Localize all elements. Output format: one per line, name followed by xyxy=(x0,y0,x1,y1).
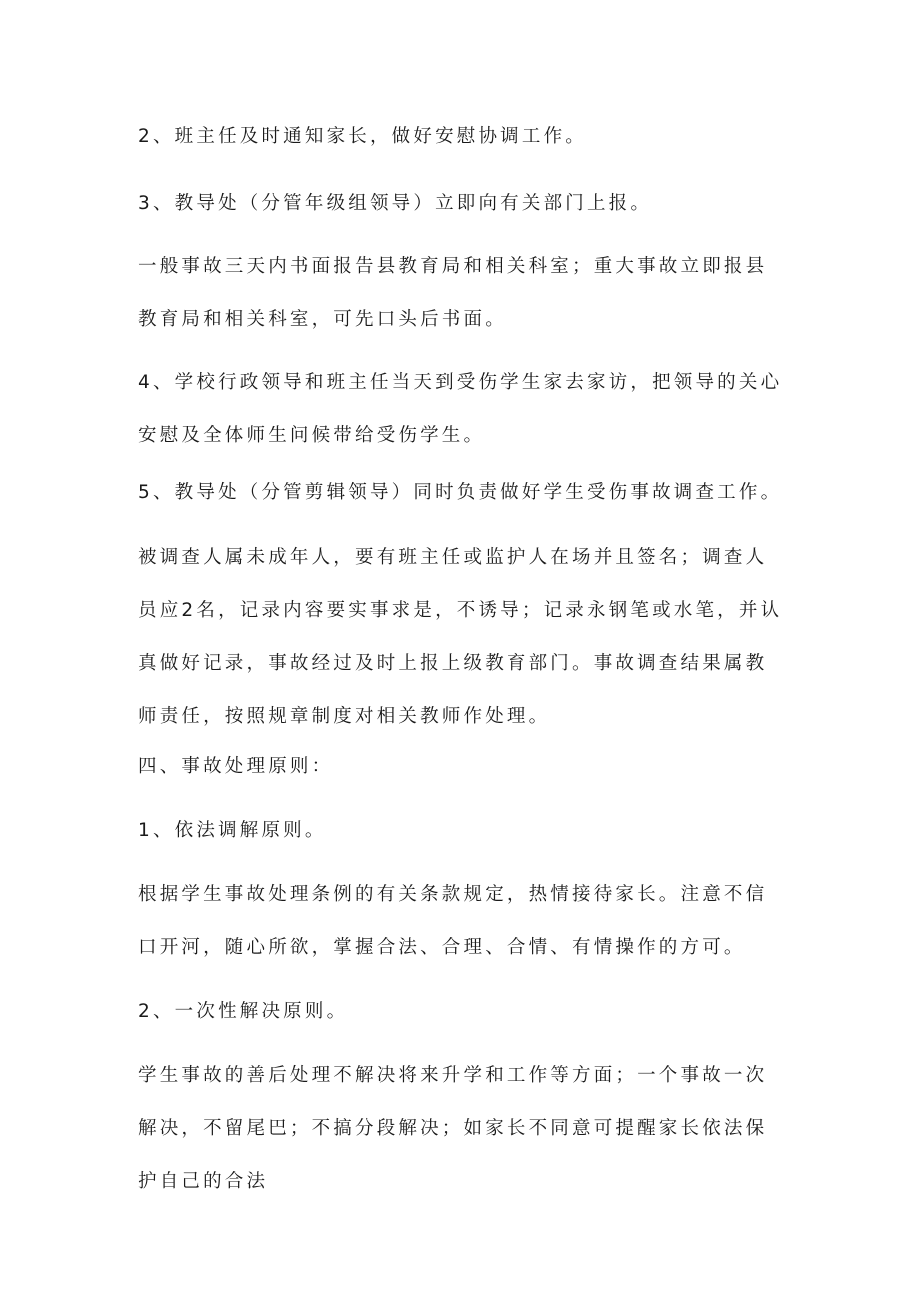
paragraph-report-timing: 一般事故三天内书面报告县教育局和相关科室；重大事故立即报县教育局和相关科室，可先口头后书面。 xyxy=(138,256,768,330)
paragraph-investigation-details: 被调查人属未成年人，要有班主任或监护人在场并且签名；调查人员应2名，记录内容要实事求是，不诱导；记录永钢笔或水笔，并认真做好记录，事故经过及时上报上级教育部门。事故调查结果属教师责任，按照规章制度对相关教师作处理。 xyxy=(138,547,783,727)
paragraph-legal-details: 根据学生事故处理条例的有关条款规定，热情接待家长。注意不信口开河，随心所欲，掌握合法、合理、合情、有情操作的方可。 xyxy=(138,884,768,958)
paragraph-principle-legal: 1、依法调解原则。 xyxy=(138,820,327,841)
paragraph-report-departments: 3、教导处（分管年级组领导）立即向有关部门上报。 xyxy=(138,193,653,214)
paragraph-home-visit: 4、学校行政领导和班主任当天到受伤学生家去家访，把领导的关心安慰及全体师生问候带给受伤学生。 xyxy=(138,372,783,446)
paragraph-notify-parents: 2、班主任及时通知家长，做好安慰协调工作。 xyxy=(138,126,587,147)
paragraph-principle-one-time: 2、一次性解决原则。 xyxy=(138,1001,349,1022)
paragraph-one-time-details: 学生事故的善后处理不解决将来升学和工作等方面；一个事故一次解决，不留尾巴；不搞分段解决；如家长不同意可提醒家长依法保护自己的合法 xyxy=(138,1065,768,1192)
section-heading-principles: 四、事故处理原则： xyxy=(138,756,334,777)
paragraph-investigation: 5、教导处（分管剪辑领导）同时负责做好学生受伤事故调查工作。 xyxy=(138,482,783,503)
